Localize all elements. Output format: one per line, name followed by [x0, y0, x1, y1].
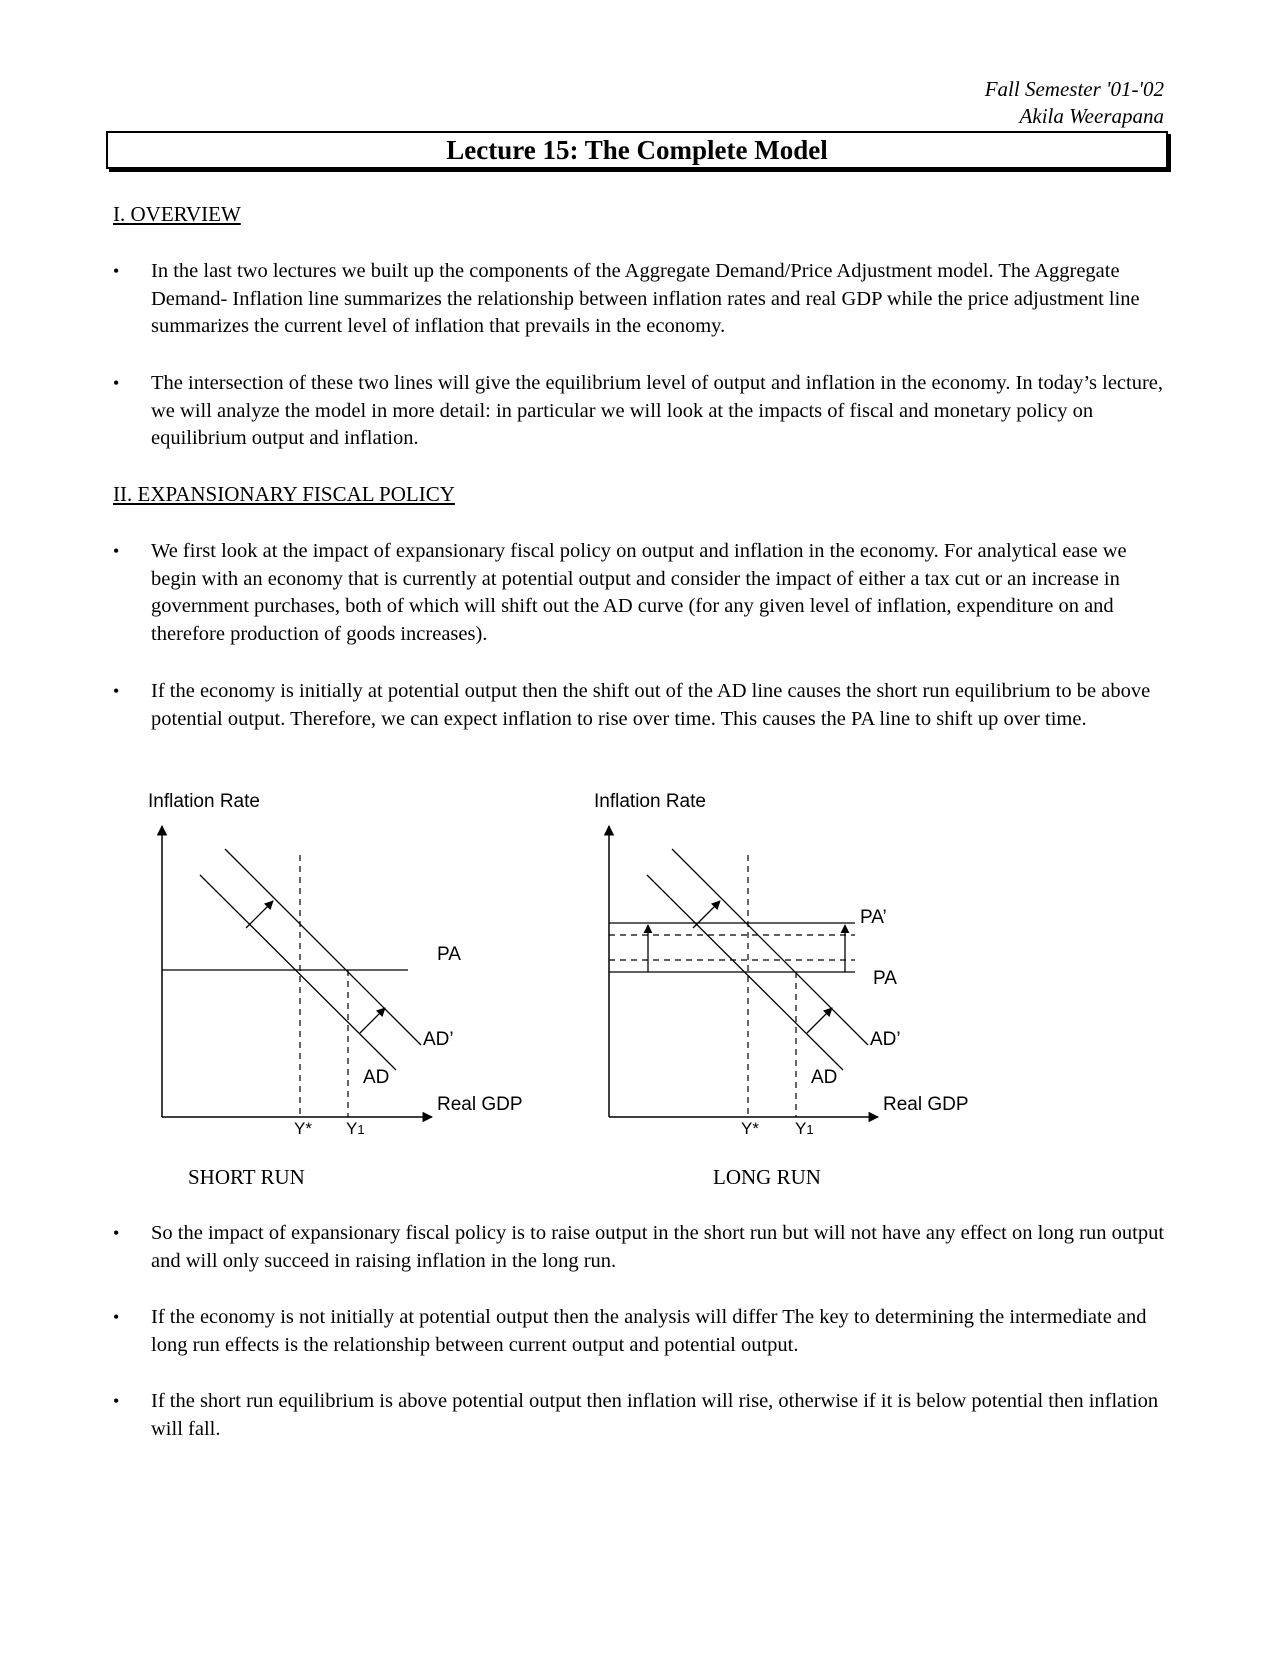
bullet-icon: •: [113, 1307, 120, 1327]
bullet-icon: •: [113, 1391, 120, 1411]
long-run-ad-prime-label: AD’: [870, 1029, 901, 1050]
long-run-shift-arrow-lower: [807, 1008, 832, 1033]
list-item: [113, 678, 1165, 733]
bullet-icon: •: [113, 373, 120, 393]
short-run-pa-label: PA: [437, 944, 461, 965]
list-item: [113, 370, 1165, 453]
paragraph: In the last two lectures we built up the components of the Aggregate Demand/Price Adjustment model. The Aggregate Demand- Inflation line summarizes the relationship between inflation rates and real GDP while the price adjustment line summarizes the current level of inflation that prevails in the economy.: [151, 260, 1140, 337]
lecture-title-box: [106, 131, 1168, 169]
section-heading-fiscal-policy: II. EXPANSIONARY FISCAL POLICY: [113, 482, 455, 506]
bullet-icon: •: [113, 1223, 120, 1243]
list-item: [113, 1220, 1165, 1275]
short-run-ad-line: [200, 875, 396, 1070]
short-run-ad-prime-line: [225, 849, 421, 1045]
long-run-pa-label: PA: [873, 968, 897, 989]
section-heading-overview: I. OVERVIEW: [113, 202, 241, 226]
author-label: Akila Weerapana: [1019, 104, 1164, 128]
long-run-y1-label: Y1: [795, 1119, 814, 1138]
list-item: [113, 1388, 1165, 1443]
paragraph: So the impact of expansionary fiscal policy is to raise output in the short run but will not have any effect on long run output and will only succeed in raising inflation in the long run.: [151, 1222, 1165, 1272]
paragraph: We first look at the impact of expansionary fiscal policy on output and inflation in the economy. For analytical ease we begin with an economy that is currently at potential output and consider the impact of either a tax cut or an increase in government purchases, both of which will shift out the AD curve (for any given level of inflation, expenditure on and therefore production of goods increases).: [151, 540, 1127, 645]
bullet-icon: •: [113, 681, 120, 701]
bullet-icon: •: [113, 541, 120, 561]
lecture-title: Lecture 15: The Complete Model: [446, 134, 828, 165]
short-run-shift-arrow-upper: [246, 901, 273, 928]
long-run-caption: LONG RUN: [713, 1165, 821, 1189]
paragraph: The intersection of these two lines will give the equilibrium level of output and inflation in the economy. In today’s lecture, we will analyze the model in more detail: in particular we will look at the impacts of fiscal and monetary policy on equilibrium output and inflation.: [151, 372, 1164, 449]
short-run-ystar-label: Y*: [294, 1119, 312, 1138]
short-run-shift-arrow-lower: [360, 1008, 385, 1033]
short-run-ad-prime-label: AD’: [423, 1029, 454, 1050]
ad-pa-diagram-figure: [0, 780, 1280, 1190]
short-run-y-axis-label: Inflation Rate: [148, 791, 260, 812]
semester-label: Fall Semester '01-'02: [984, 77, 1164, 101]
paragraph: If the economy is not initially at potential output then the analysis will differ The key to determining the intermediate and long run effects is the relationship between current output and potential output.: [151, 1306, 1147, 1356]
long-run-x-axis-label: Real GDP: [883, 1094, 969, 1115]
long-run-ad-label: AD: [811, 1067, 838, 1088]
long-run-diagram: [594, 791, 969, 1138]
list-item: [113, 538, 1165, 648]
short-run-diagram: [148, 791, 523, 1138]
short-run-ad-label: AD: [363, 1067, 390, 1088]
long-run-ystar-label: Y*: [741, 1119, 759, 1138]
ad-pa-diagrams: [0, 780, 1280, 1190]
long-run-ad-prime-line: [672, 849, 868, 1045]
short-run-y1-label: Y1: [346, 1119, 365, 1138]
paragraph: If the short run equilibrium is above potential output then inflation will rise, otherwise if it is below potential then inflation will fall.: [151, 1390, 1159, 1440]
paragraph: If the economy is initially at potential output then the shift out of the AD line causes the short run equilibrium to be above potential output. Therefore, we can expect inflation to rise over time. This causes the PA line to shift up over time.: [151, 680, 1151, 730]
bullet-icon: •: [113, 261, 120, 281]
document-header: [985, 76, 1164, 130]
short-run-x-axis-label: Real GDP: [437, 1094, 523, 1115]
list-item: [113, 1304, 1165, 1359]
list-item: [113, 258, 1165, 341]
long-run-pa-prime-label: PA’: [860, 907, 887, 928]
long-run-shift-arrow-upper: [693, 901, 720, 928]
long-run-y-axis-label: Inflation Rate: [594, 791, 706, 812]
short-run-caption: SHORT RUN: [188, 1165, 305, 1189]
